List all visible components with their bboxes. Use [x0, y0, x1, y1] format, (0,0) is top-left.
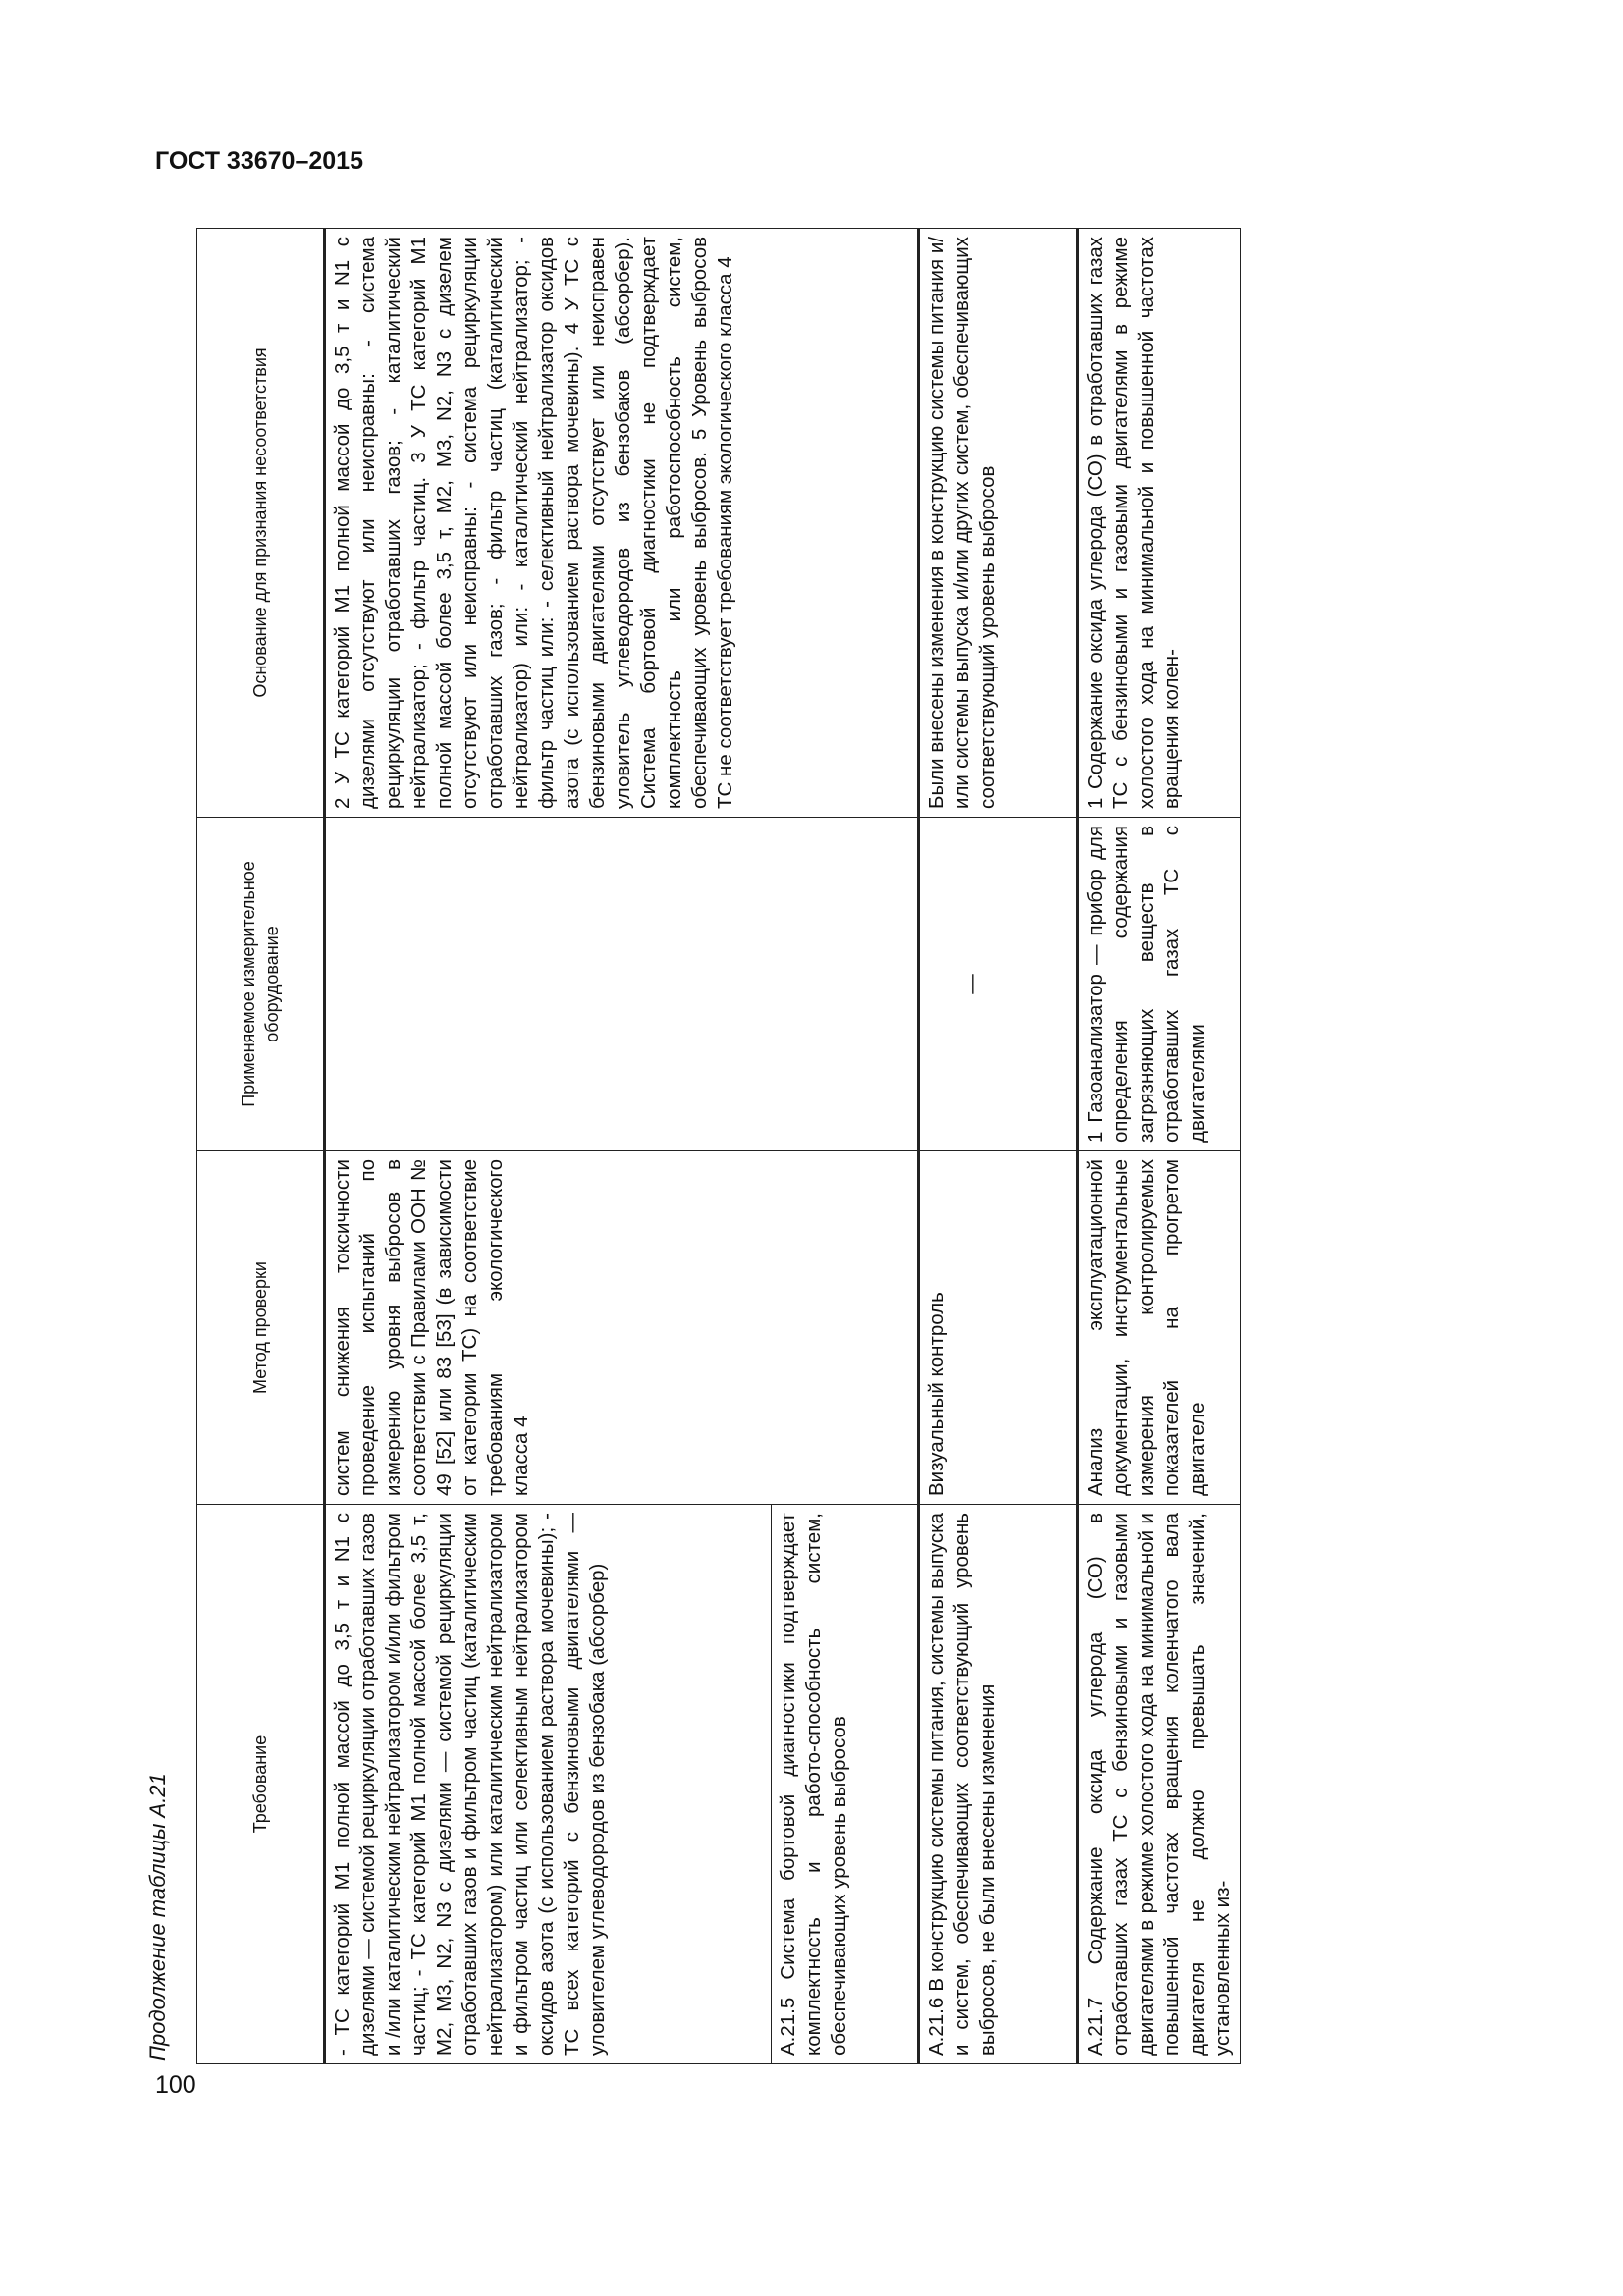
col-header-requirement: Требование [197, 1505, 325, 2064]
cell-requirement: - ТС категорий M1 полной массой до 3,5 т и N1 с дизелями — системой рециркуляции отработавших газов и /или каталитическим нейтрализатором и/или фильтром частиц; - ТС категорий M1 полной массой более 3,5 т, M2, M3, N2, N3 с дизелями — системой рециркуляции отработавших газов и фильтром частиц (каталитическим нейтрализатором) или каталитическим нейтрализатором и фильтром частиц или селективным нейтрализатором оксидов азота (с использованием раствора мочевины); - ТС всех категорий с бензиновыми двигателями — уловителем углеводородов из бензобака (абсорбер) [325, 1505, 772, 2064]
col-header-method: Метод проверки [197, 1151, 325, 1505]
col-header-basis: Основание для признания несоответствия [197, 229, 325, 818]
col-header-equipment: Применяемое измерительное оборудование [197, 818, 325, 1151]
cell-method: систем снижения токсичности проведение испытаний по измерению уровня выбросов в соответствии с Правилами ООН № 49 [52] или 83 [53] (в зависимости от категории ТС) на соответствие требованиям экологического класса 4 [325, 1151, 919, 1505]
table-header-row [197, 229, 325, 2064]
table-row [919, 229, 1078, 2064]
cell-requirement: А.21.7 Содержание оксида углерода (СО) в отработавших газах ТС с бензиновыми и газовыми двигателями в режиме холостого хода на минимальной и повышенной частотах вращения коленчатого вала двигателя не должно превышать значений, установленных из- [1078, 1505, 1241, 2064]
cell-method: Визуальный контроль [919, 1151, 1078, 1505]
cell-equipment: 1 Газоанализатор — прибор для определения содержания загрязняющих веществ в отработавших газах ТС с двигателями [1078, 818, 1241, 1151]
document-header: ГОСТ 33670–2015 [155, 147, 363, 175]
cell-basis: 2 У ТС категорий M1 полной массой до 3,5 т и N1 с дизелями отсутствуют или неисправны: - система рециркуляции отработавших газов; - каталитический нейтрализатор; - фильтр частиц. 3 У ТС категорий M1 полной массой более 3,5 т, M2, M3, N2, N3 с дизелем отсутствуют или неисправны: - система рециркуляции отработавших газов; - фильтр частиц (каталитический нейтрализатор) или: - каталитический нейтрализатор; - фильтр частиц или: - селективный нейтрализатор оксидов азота (с использованием раствора мочевины). 4 У ТС с бензиновыми двигателями отсутствует или неисправен уловитель углеводородов из бензобаков (абсорбер). Система бортовой диагностики не подтверждает комплектность или работоспособность систем, обеспечивающих уровень выбросов. 5 Уровень выбросов ТС не соответствует требованиям экологического класса 4 [325, 229, 919, 818]
cell-equipment [325, 818, 919, 1151]
cell-basis: 1 Содержание оксида углерода (СО) в отработавших газах ТС с бензиновыми и газовыми двигателями в режиме холостого хода на минимальной и повышенной частотах вращения колен- [1078, 229, 1241, 818]
cell-method: Анализ эксплуатационной документации, инструментальные измерения контролируемых показателей на прогретом двигателе [1078, 1151, 1241, 1505]
cell-requirement: А.21.6 В конструкцию системы питания, системы выпуска и систем, обеспечивающих соответствующий уровень выбросов, не были внесены изменения [919, 1505, 1078, 2064]
table-row [325, 229, 772, 2064]
cell-basis: Были внесены изменения в конструкцию системы питания и/или системы выпуска и/или других систем, обеспечивающих соответствующий уровень выбросов [919, 229, 1078, 818]
requirements-table [196, 228, 1241, 2064]
table-caption: Продолжение таблицы А.21 [145, 1773, 170, 2061]
page-number: 100 [155, 2071, 196, 2099]
rotated-table-container [196, 229, 1468, 2064]
table-row [1078, 229, 1241, 2064]
cell-requirement: А.21.5 Система бортовой диагностики подтверждает комплектность и работо-способность систем, обеспечивающих уровень выбросов [772, 1505, 919, 2064]
cell-equipment: — [919, 818, 1078, 1151]
